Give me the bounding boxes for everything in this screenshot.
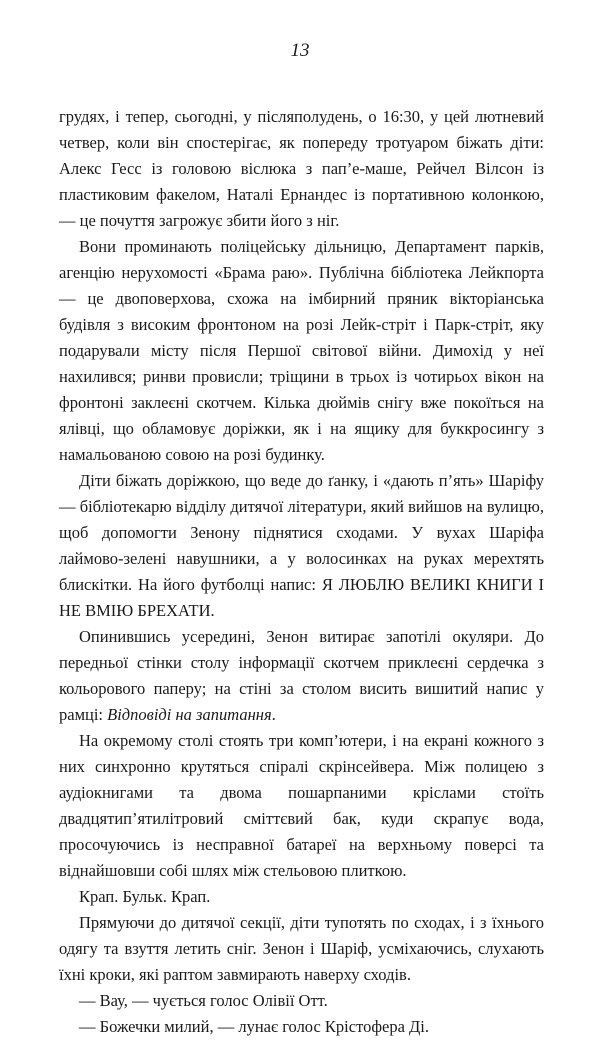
paragraph-text: Опинившись усередині, Зенон витирає запотілі окуляри. До передньої стінки столу інформації скотчем приклеєні сердечка з кольорового паперу; на стіні за столом висить вишитий напис у рамці: <box>59 627 544 724</box>
paragraph: грудях, і тепер, сьогодні, у післяполудень, о 16:30, у цей лютневий четвер, коли він спостерігає, як попереду тротуаром біжать діти: Алекс Гесс із головою віслюка з пап’е-маше, Рейчел Вілсон із пластиковим факелом, Наталі Ернандес із портативною колонкою, — це почуття загрожує збити його з ніг. <box>59 107 544 230</box>
framed-sign-text: Відповіді на запитання <box>107 705 272 724</box>
body-text <box>59 104 544 1040</box>
dialog-line: — Божечки милий, — лунає голос Крістофера Ді. <box>79 1017 430 1036</box>
paragraph: Діти біжать доріжкою, що веде до ґанку, і «дають п’ять» Шаріфу — бібліотекарю відділу дитячої літератури, який вийшов на вулицю, щоб допомогти Зенону піднятися сходами. У вухах Шаріфа лаймово-зелені навушники, а у волосинках на руках мерехтять блискітки. На його футболці напис: Я ЛЮБЛЮ ВЕЛИКІ КНИГИ І НЕ ВМІЮ БРЕХАТИ. <box>59 471 544 620</box>
dialog-line: — Вау, — чується голос Олівії Отт. <box>79 991 328 1010</box>
page-number: 13 <box>290 40 310 61</box>
paragraph: На окремому столі стоять три комп’ютери, і на екрані кожного з них синхронно крутяться спіралі скрінсейвера. Між полицею з аудіокнигами та двома пошарпаними кріслами стоїть двадцятип’ятилітровий сміттєвий бак, куди скрапує вода, просочуючись із несправної батареї на верхньому поверсі та віднайшовши собі шлях між стельовою плиткою. <box>59 731 544 880</box>
paragraph: Опинившись усередині, Зенон витирає запотілі окуляри. До передньої стінки столу інформації скотчем приклеєні сердечка з кольорового паперу; на стіні за столом висить вишитий напис у рамці: Відповіді на запитання. <box>59 627 544 724</box>
paragraph: Вони проминають поліцейську дільницю, Департамент парків, агенцію нерухомості «Брама раю». Публічна бібліотека Лейкпорта — це двоповерхова, схожа на імбирний пряник вікторіанська будівля з високим фронтоном на розі Лейк-стріт і Парк-стріт, яку подарували місту після Першої світової війни. Димохід у неї нахилився; ринви провисли; тріщини в трьох із чотирьох вікон на фронтоні заклеєні скотчем. Кілька дюймів снігу вже покоїться на ялівці, що обламовує доріжки, як і на ящику для буккросингу з намальованою совою на розі будинку. <box>59 237 544 464</box>
paragraph: Прямуючи до дитячої секції, діти тупотять по сходах, і з їхнього одягу та взуття летить сніг. Зенон і Шаріф, усміхаючись, слухають їхні кроки, які раптом завмирають наверху сходів. <box>59 913 544 984</box>
paragraph: Крап. Бульк. Крап. <box>79 887 211 906</box>
